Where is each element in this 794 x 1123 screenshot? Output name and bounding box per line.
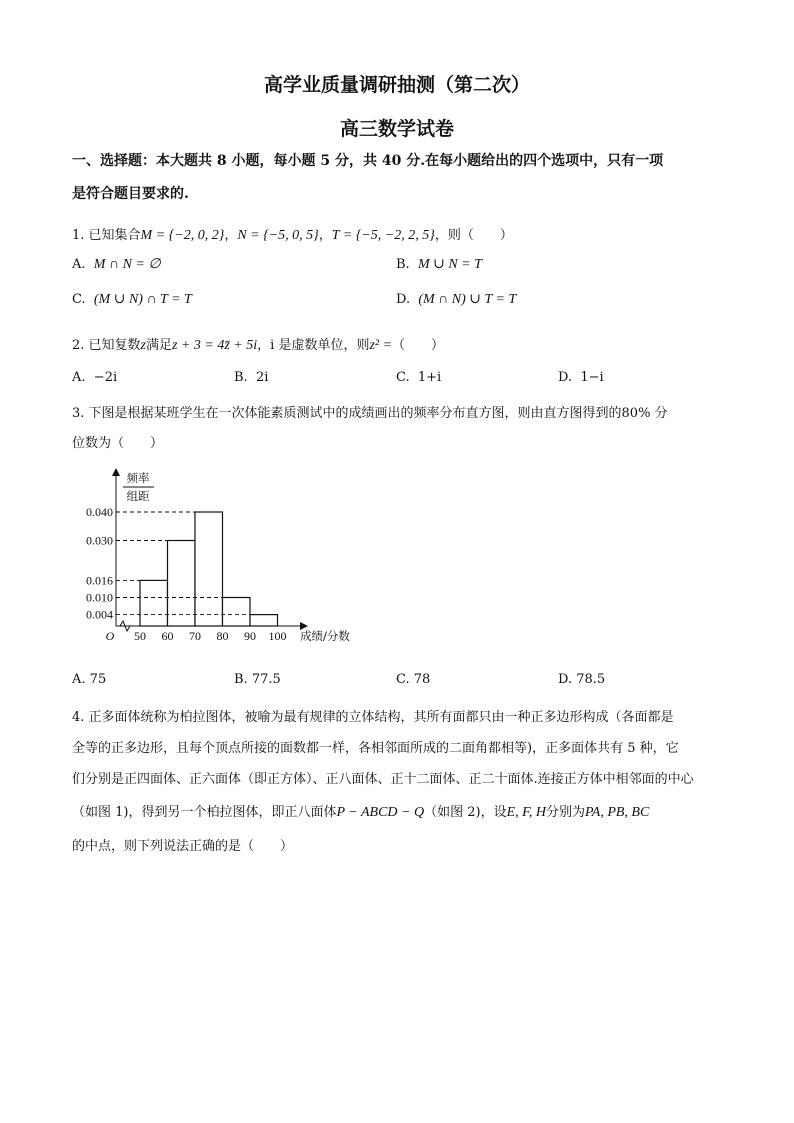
option-text: 78 <box>413 672 431 687</box>
option-label: A. <box>72 672 86 687</box>
y-label-top: 频率 <box>126 471 150 485</box>
option-label: D. <box>558 672 573 687</box>
x-tick-label: 100 <box>268 629 287 643</box>
option-text: 1−i <box>580 370 604 385</box>
q4-text-c: （如图 2)，设 <box>424 805 507 820</box>
option-text: 77.5 <box>251 672 281 687</box>
q2-mid2: ，i 是虚数单位，则 <box>257 338 370 353</box>
q1-sep2: ， <box>318 228 332 243</box>
option-label: A. <box>72 370 86 385</box>
y-label-bottom: 组距 <box>126 489 150 503</box>
q1-option-a[interactable] <box>72 256 161 273</box>
option-label: C. <box>396 672 410 687</box>
exam-title: 高学业质量调研抽测（第二次） <box>263 74 530 96</box>
exam-subtitle: 高三数学试卷 <box>339 118 454 140</box>
q1-set-m: M = {−2, 0, 2} <box>140 228 225 243</box>
x-axis-label: 成绩/分数 <box>300 629 350 643</box>
q2-z-squared: z² = <box>369 338 393 353</box>
q1-option-b[interactable] <box>396 256 482 273</box>
question-4-line3: 们分别是正四面体、正六面体（即正方体）、正八面体、正十二面体、正二十面体.连接正方体中相邻面的中心 <box>72 772 694 787</box>
q2-equation: z + 3 = 4z̄ + 5i <box>172 338 258 353</box>
option-label: C. <box>72 292 86 307</box>
y-tick-label: 0.010 <box>86 590 113 605</box>
question-4-line4 <box>72 801 649 821</box>
option-label: B. <box>234 672 248 687</box>
x-tick-label: 90 <box>244 629 256 643</box>
q2-mid: 满足 <box>146 338 173 353</box>
option-label: B. <box>234 370 248 385</box>
q3-option-a[interactable] <box>72 672 106 687</box>
y-tick-label: 0.040 <box>86 505 113 519</box>
frequency-histogram <box>72 462 372 654</box>
question-4-line1: 4. 正多面体统称为柏拉图体，被喻为最有规律的立体结构，其所有面都只由一种正多边形构成（各面都是 <box>72 710 674 725</box>
q1-prefix: 1. 已知集合 <box>72 228 141 243</box>
option-label: D. <box>396 292 411 307</box>
histogram-bar <box>250 615 278 626</box>
option-text: (M ∪ N) ∩ T = T <box>93 292 192 307</box>
y-tick-label: 0.030 <box>86 533 113 548</box>
q1-set-n: N = {−5, 0, 5} <box>237 228 319 243</box>
q1-sep1: ， <box>224 228 238 243</box>
q4-text-e: 分别为 <box>546 805 586 820</box>
option-label: B. <box>396 257 410 272</box>
q3-option-d[interactable] <box>558 672 605 687</box>
q1-suffix: ，则（ ） <box>434 228 513 243</box>
q1-set-t: T = {−5, −2, 2, 5} <box>331 228 435 243</box>
q2-prefix: 2. 已知复数 <box>72 338 141 353</box>
option-text: M ∪ N = T <box>417 257 482 272</box>
q2-option-a[interactable] <box>72 370 117 385</box>
option-text: −2i <box>93 370 118 385</box>
question-4-line2: 全等的正多边形，且每个顶点所接的面数都一样，各相邻面所成的二面角都相等)，正多面体共有 5 种，它 <box>72 741 679 756</box>
q2-suffix: （ ） <box>392 338 445 353</box>
option-label: D. <box>558 370 573 385</box>
option-text: 75 <box>89 672 107 687</box>
question-3-stem-line1: 3. 下图是根据某班学生在一次体能素质测试中的成绩画出的频率分布直方图，则由直方图得到的80% 分 <box>72 406 668 421</box>
q4-octahedron-name: P − ABCD − Q <box>336 805 425 820</box>
x-tick-label: 70 <box>189 629 201 643</box>
q4-segments: PA, PB, BC <box>585 805 650 820</box>
x-tick-label: 60 <box>161 629 174 643</box>
question-4-line5: 的中点，则下列说法正确的是（ ） <box>72 839 294 854</box>
histogram-bar <box>195 512 223 626</box>
q3-option-b[interactable] <box>234 672 281 687</box>
x-tick-label: 50 <box>134 629 146 643</box>
q2-option-d[interactable] <box>558 370 604 385</box>
y-tick-label: 0.016 <box>86 573 113 588</box>
q2-option-b[interactable] <box>234 370 268 385</box>
option-label: C. <box>396 370 410 385</box>
option-text: 1+i <box>417 370 442 385</box>
question-2-stem <box>72 334 444 354</box>
option-label: A. <box>72 257 86 272</box>
option-text: 2i <box>255 370 269 385</box>
q2-z: z <box>140 338 146 353</box>
q3-option-c[interactable] <box>396 672 430 687</box>
q4-points: E, F, H <box>506 805 546 820</box>
histogram-bar <box>140 580 168 626</box>
option-text: (M ∩ N) ∪ T = T <box>418 292 517 307</box>
question-1-stem <box>72 224 513 244</box>
question-3-stem-line2: 位数为（ ） <box>72 436 164 451</box>
histogram-bar <box>223 598 251 627</box>
section-heading-line2: 是符合题目要求的. <box>72 186 189 202</box>
y-tick-label: 0.004 <box>86 607 113 622</box>
q1-option-d[interactable] <box>396 291 516 308</box>
option-text: 78.5 <box>576 672 606 687</box>
option-text: M ∩ N = ∅ <box>93 257 161 272</box>
q2-option-c[interactable] <box>396 370 441 385</box>
histogram-bar <box>168 541 196 627</box>
q1-option-c[interactable] <box>72 291 192 308</box>
q4-text-a: （如图 1)，得到另一个柏拉图体，即正八面体 <box>72 805 337 820</box>
origin-label: O <box>105 629 115 643</box>
section-heading-line1: 一、选择题：本大题共 8 小题，每小题 5 分，共 40 分.在每小题给出的四个选项中，只有一项 <box>72 153 664 169</box>
x-tick-label: 80 <box>216 629 229 643</box>
